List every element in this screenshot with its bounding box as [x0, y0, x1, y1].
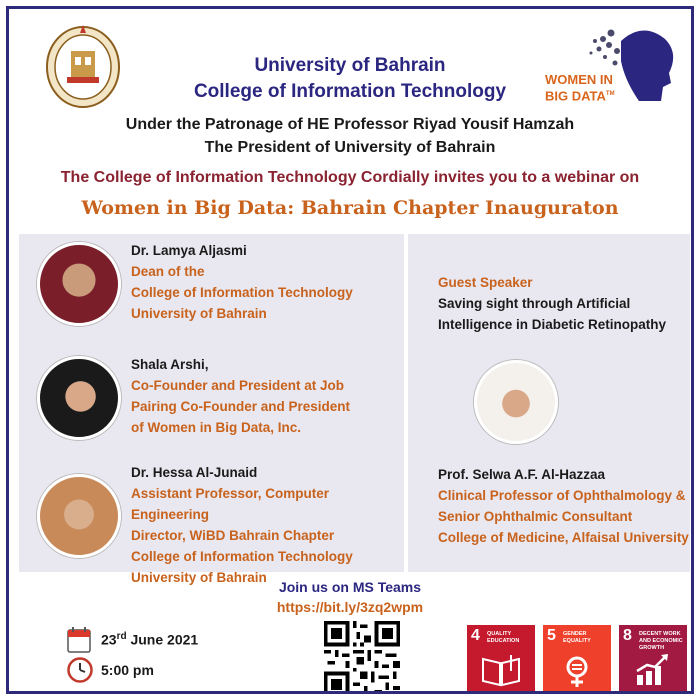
- speaker-role: Co-Founder and President at Job Pairing Co-Founder and President of Women in Big Data, Inc.: [131, 378, 351, 435]
- college-name: College of Information Technology: [193, 81, 507, 102]
- speaker-role: Dean of the College of Information Technology University of Bahrain: [131, 264, 353, 321]
- webinar-title: Women in Big Data: Bahrain Chapter Inauguraton: [81, 197, 619, 219]
- wibd-tm: TM: [605, 91, 615, 97]
- qr-code[interactable]: [324, 621, 400, 694]
- book-icon: [481, 653, 521, 687]
- gender-equality-icon: [557, 653, 597, 689]
- poster-frame: [6, 6, 694, 694]
- speaker-shala: [131, 354, 350, 438]
- speaker-hessa: [131, 462, 404, 588]
- speaker-role: Assistant Professor, Computer Engineering Director, WiBD Bahrain Chapter College of Information Technology University of Bahrain: [131, 486, 353, 585]
- patronage-line: Under the Patronage of HE Professor Riyad Yousif Hamzah: [125, 116, 575, 133]
- event-date: [101, 631, 198, 648]
- invitation-line: The College of Information Technology Cordially invites you to a webinar on: [60, 169, 640, 186]
- join-teams-text: Join us on MS Teams: [278, 579, 422, 595]
- wibd-line2: BIG DATA: [545, 88, 606, 104]
- event-time: 5:00 pm: [101, 662, 154, 678]
- sdg-5-badge: [543, 625, 611, 693]
- sdg-4-badge: [467, 625, 535, 693]
- guest-speaker-panel: [408, 234, 690, 572]
- calendar-icon: [67, 627, 91, 653]
- wibd-line1: WOMEN IN: [545, 72, 613, 87]
- speaker-name: Shala Arshi,: [131, 357, 209, 372]
- speaker-lamya: [131, 240, 353, 324]
- date-day: 23: [101, 631, 117, 648]
- sdg-8-badge: [619, 625, 687, 693]
- guest-intro: [438, 272, 666, 335]
- speakers-panel: [19, 234, 404, 585]
- guest-label: Guest Speaker: [438, 275, 533, 290]
- guest-name: Prof. Selwa A.F. Al-Hazzaa: [438, 467, 606, 482]
- guest-speaker-photo: [474, 360, 558, 444]
- speaker-name: Dr. Hessa Al-Junaid: [131, 465, 258, 480]
- sdg-number: 4: [471, 627, 480, 644]
- guest-speaker: [438, 464, 689, 548]
- guest-topic: Saving sight through Artificial Intelligence in Diabetic Retinopathy: [438, 296, 667, 332]
- date-rest: June 2021: [126, 631, 199, 648]
- growth-chart-icon: [633, 653, 673, 687]
- speaker-photo-hessa: [37, 474, 121, 558]
- sdg-number: 8: [623, 627, 632, 644]
- speaker-name: Dr. Lamya Aljasmi: [131, 243, 247, 258]
- clock-icon: [67, 657, 93, 683]
- sdg-label: GENDER EQUALITY: [563, 631, 591, 644]
- guest-role: Clinical Professor of Ophthalmology & Senior Ophthalmic Consultant College of Medicine, Alfaisal University: [438, 488, 689, 545]
- date-suffix: rd: [116, 631, 127, 642]
- speaker-photo-lamya: [37, 242, 121, 326]
- speaker-photo-shala: [37, 356, 121, 440]
- sdg-number: 5: [547, 627, 556, 644]
- university-name: University of Bahrain: [254, 55, 446, 76]
- sdg-label: QUALITY EDUCATION: [487, 631, 520, 644]
- sdg-label: DECENT WORK AND ECONOMIC GROWTH: [639, 631, 683, 651]
- president-line: The President of University of Bahrain: [204, 139, 496, 156]
- event-link[interactable]: https://bit.ly/3zq2wpm: [276, 599, 424, 615]
